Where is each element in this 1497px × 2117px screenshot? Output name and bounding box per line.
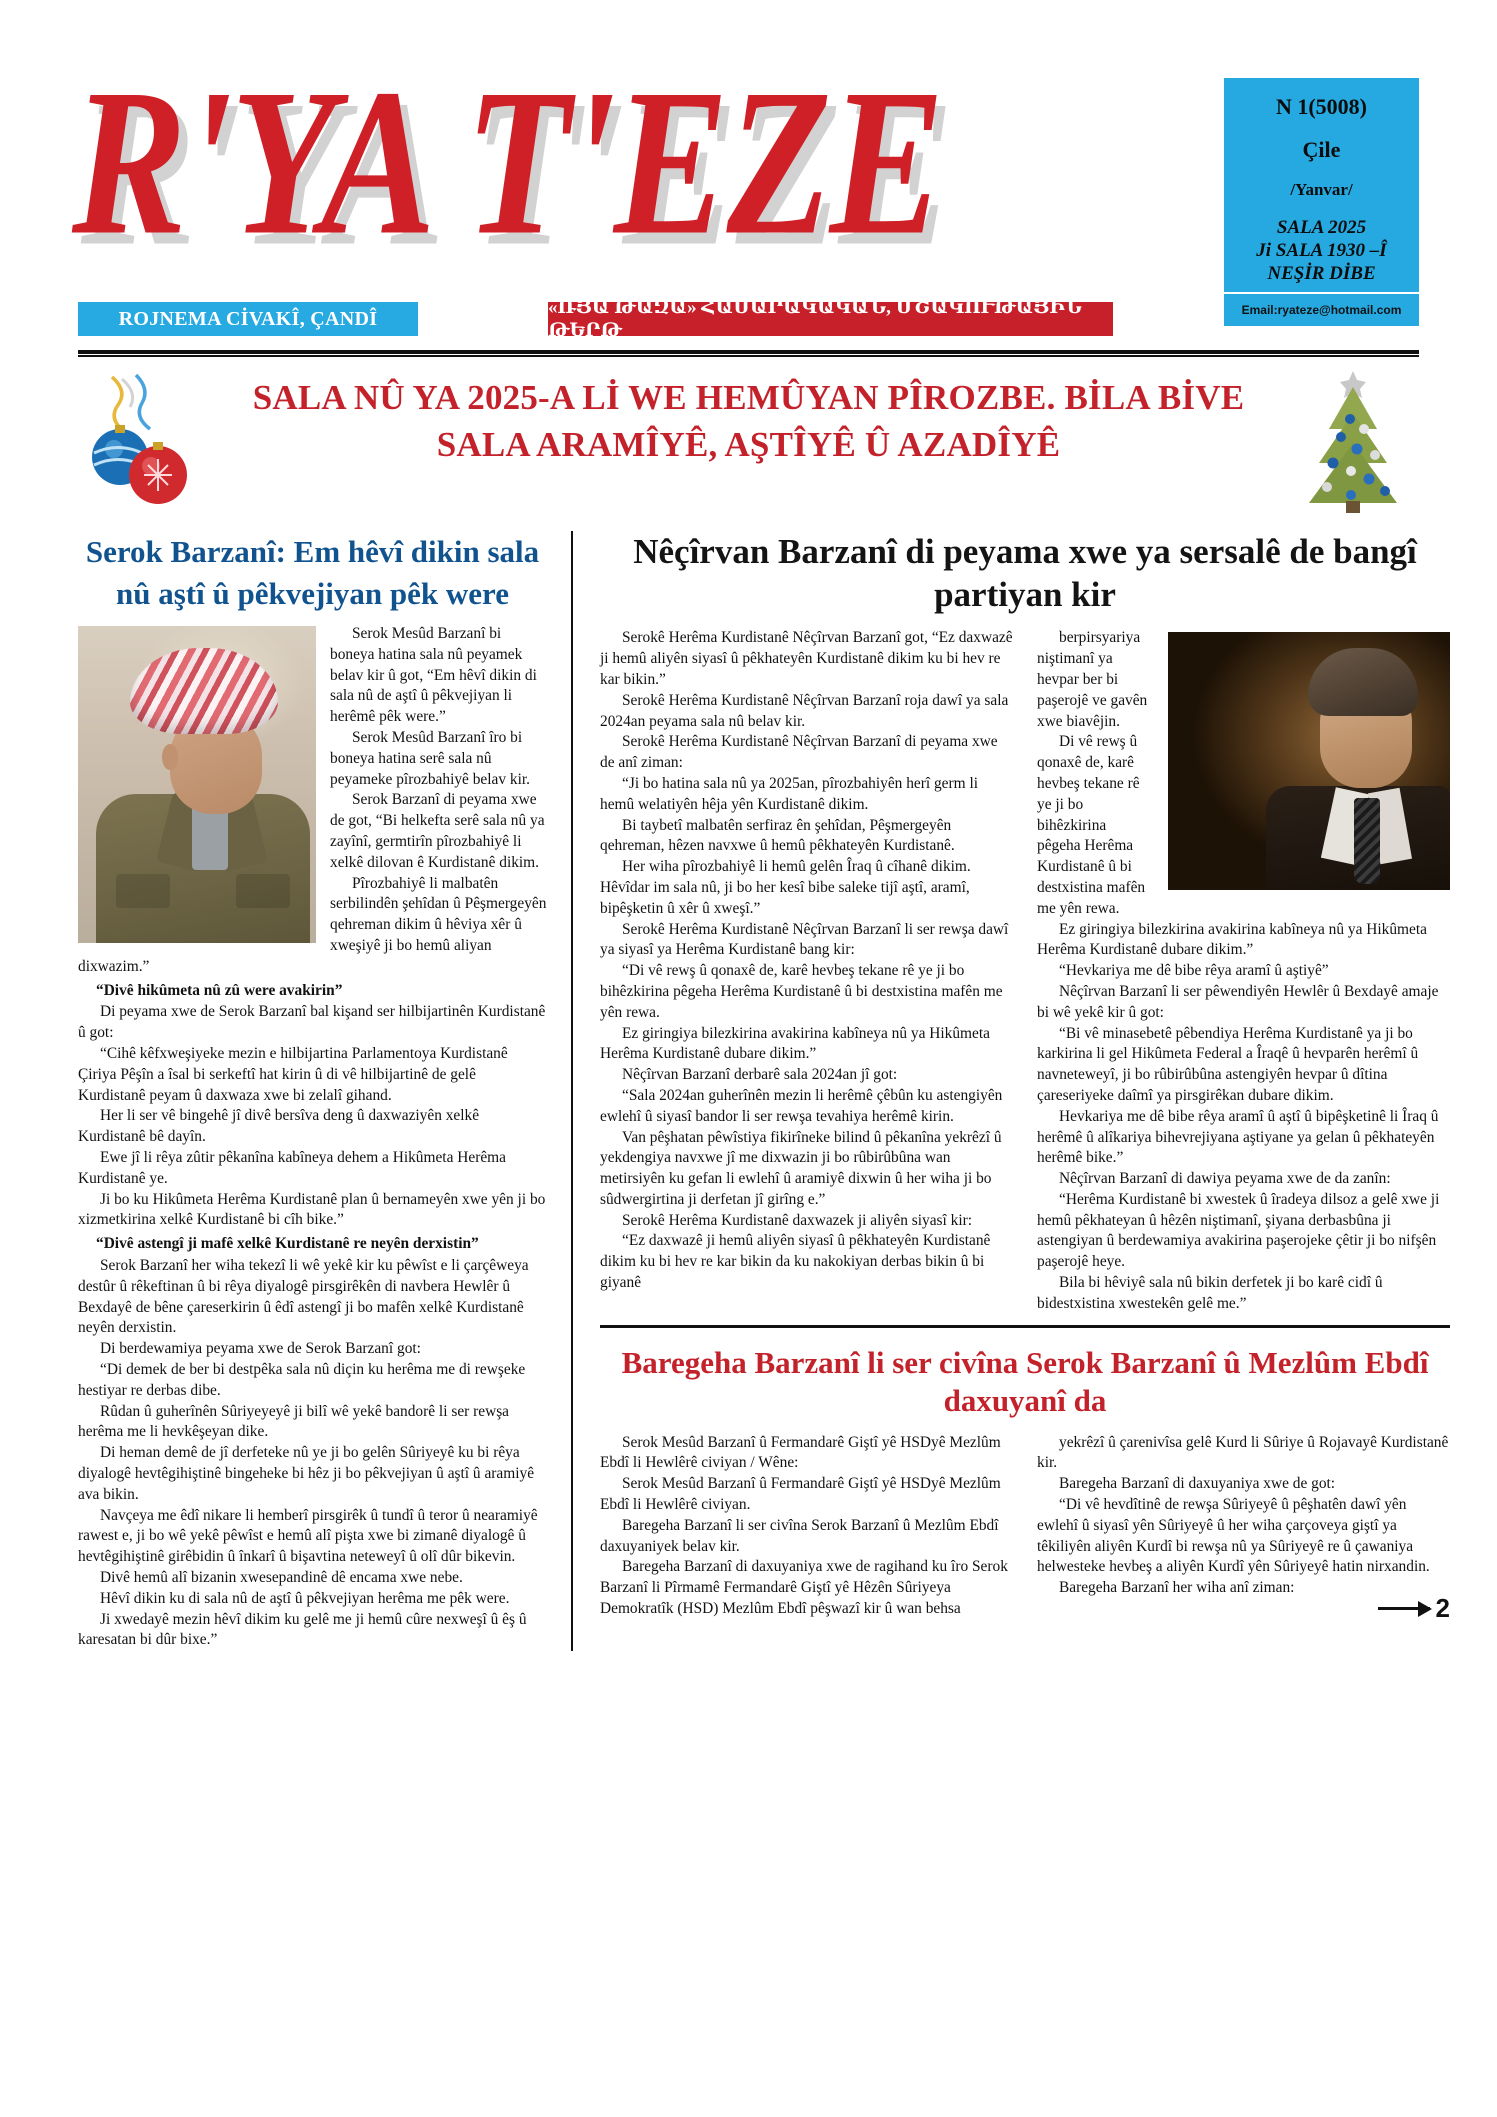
paragraph: Di peyama xwe de Serok Barzanî bal kişand ser hilbijartinên Kurdistanê û got:: [78, 1003, 546, 1042]
issue-info-box: [1224, 78, 1419, 292]
christmas-ornaments-icon: [84, 371, 204, 511]
paragraph: “Herêma Kurdistanê bi xwestek û îradeya dilsoz a gelê xwe ji hemû pêkhateyan û hêzên niştimanî, şiyana derbasbûna ji astengiyan û berdewamiya avakirina paşerojeke çêtir ji bo nifşên paşerojê heye.: [1037, 1190, 1440, 1271]
paragraph: “Ez daxwazê ji hemû aliyên siyasî û pêkhateyên Kurdistanê dikim ku bi hev re kar bikin da ku nakokiyan derbas bikin û bi giyanê: [600, 1232, 991, 1292]
paragraph: “Ji bo hatina sala nû ya 2025an, pîrozbahiyên herî germ li hemû welatiyên hêja yên Kurdistanê dikim.: [600, 774, 979, 813]
paragraph: Bi taybetî malbatên serfiraz ên şehîdan, Pêşmergeyên qehreman, hêzen navxwe û hemû pêkhateyên Kurdistanê.: [600, 816, 955, 855]
paragraph: Van pêşhatan pêwîstiya fikirîneke bilind û pêkanîna yekrêzî û yekdengiya navxwe jî me dixwazin ji bo rûbirûbûna wan metirsiyên ku gefan li ewlehî û aramiyê dixwin û her wiha ji bo sûdwergirtina ji derfetan jî girîng e.”: [600, 1128, 1002, 1208]
publication-year: SALA 2025: [1276, 217, 1367, 238]
paragraph: yekrêzî û çarenivîsa gelê Kurd li Sûriye û Rojavayê Kurdistanê kir.: [1037, 1433, 1449, 1472]
paragraph: Baregeha Barzanî li ser civîna Serok Barzanî û Mezlûm Ebdî daxuyaniyek belav kir.: [600, 1516, 999, 1555]
column-divider: [571, 531, 573, 1651]
paragraph: berpirsyariya niştimanî ya hevpar ber bi paşerojê ve gavên xwe biavêjin.: [1037, 629, 1148, 730]
paragraph: Serokê Herêma Kurdistanê Nêçîrvan Barzanî di peyama xwe de anî ziman:: [600, 733, 998, 772]
paragraph: Serokê Herêma Kurdistanê Nêçîrvan Barzanî got, “Ez daxwazê ji hemû aliyên siyasî û pêkhateyên Kurdistanê dikim ku bi hev re kar bikin.”: [600, 629, 1013, 688]
paragraph: “Di vê rewş û qonaxê de, karê hevbeş tekane rê ye ji bo bihêzkirina pêgeha Herêma Kurdistanê û bi destxistina mafên me yên rewa.: [600, 962, 1003, 1021]
paragraph: Serok Mesûd Barzanî û Fermandarê Giştî yê HSDyê Mezlûm Ebdî li Hewlêrê civiyan / Wêne:: [600, 1433, 1001, 1472]
paragraph: Serok Mesûd Barzanî û Fermandarê Giştî yê HSDyê Mezlûm Ebdî li Hewlêrê civiyan.: [600, 1475, 1001, 1513]
right-article-col2: [1037, 628, 1450, 1314]
left-article-headline: Serok Barzanî: Em hêvî dikin sala nû aştî û pêkvejiyan pêk were: [85, 534, 540, 611]
new-year-greeting: [78, 367, 1419, 525]
left-article-subheading-1: “Divê hikûmeta nû zû were avakirin”: [96, 981, 343, 999]
founded-since: Ji SALA 1930 –Î: [1256, 240, 1387, 262]
left-article-subheading-2: “Divê astengî ji mafê xelkê Kurdistanê re neyên derxistin”: [96, 1235, 479, 1253]
paragraph: Serok Mesûd Barzanî bi boneya hatina sala nû peyamek belav kir û got, “Em hêvî dikin di sala nû de aştî û pêkvejiyan li herêmê pêk were.”: [330, 625, 537, 726]
photo-mesud-barzani: [78, 626, 316, 943]
paragraph: Ewe jî li rêya zûtir pêkanîna kabîneya dehem a Hikûmeta Herêma Kurdistanê ye.: [78, 1148, 506, 1187]
paragraph: “Sala 2024an guherînên mezin li herêmê çêbûn ku astengiyên ewlehî û siyasî bandor li ser rewşa tevahiya herêmê kirin.: [600, 1086, 1003, 1125]
paragraph: “Bi vê minasebetê pêbendiya Herêma Kurdistanê ya ji bo karkirina li gel Hikûmeta Federal a Îraqê û hevparên herêmî û navneteweyî, ji bo rûbirûbûna astengiyên hevpar û dîtina çareseriyeke daîmî ya pirsgirêkan dubare dikim.: [1037, 1024, 1419, 1104]
photo-necirvan-barzani: [1168, 632, 1450, 890]
month-kurdish: Çile: [1302, 137, 1341, 162]
paragraph: Di vê rewş û qonaxê de, karê hevbeş tekane rê ye ji bo bihêzkirina pêgeha Herêma Kurdistanê û bi destxistina mafên me yên rewa.: [1037, 733, 1146, 917]
greeting-headline: SALA NÛ YA 2025-A Lİ WE HEMÛYAN PÎROZBE. BİLA BİVE SALA ARAMÎYÊ, AŞTÎYÊ Û AZADÎYÊ: [252, 378, 1245, 464]
bottom-article-col2: [1037, 1433, 1450, 1620]
banner-kurdish: ROJNEMA CİVAKÎ, ÇANDÎ: [78, 302, 418, 336]
christmas-tree-icon: [1293, 367, 1413, 517]
paragraph: Di heman demê de jî derfeteke nû ye ji bo gelên Sûriyeyê ku bi rêya diyalogê hevtêgihiştinê bingeheke bi hêz ji bo pêkvejiyan û aştî û aramiyê ava bikin.: [78, 1444, 535, 1503]
paragraph: Ji bo ku Hikûmeta Herêma Kurdistanê plan û bernameyên xwe yên ji bo xizmetkirina xelkê Kurdistanê bi cîh bike.”: [78, 1190, 546, 1229]
paragraph: Di berdewamiya peyama xwe de Serok Barzanî got:: [100, 1340, 421, 1358]
publishes-label: NEŞİR DİBE: [1267, 263, 1376, 285]
month-russian: /Yanvar/: [1290, 180, 1353, 199]
right-article-columns: [600, 628, 1450, 1314]
paragraph: Serokê Herêma Kurdistanê daxwazek ji aliyên siyasî kir:: [622, 1211, 973, 1229]
paragraph: Serokê Herêma Kurdistanê Nêçîrvan Barzanî roja dawî ya sala 2024an peyama sala nû belav kir.: [600, 691, 1009, 730]
paragraph: “Di demek de ber bi destpêka sala nû diçin ku herêma me di rewşeke hestiyar re derbas dibe.: [78, 1360, 526, 1399]
continuation-page-number: 2: [1435, 1592, 1450, 1623]
paragraph: Navçeya me êdî nikare li hemberî pirsgirêk û tundî û teror û nearamiyê rawest e, ji bo wê yekê pêwîst e hemû alî pişta xwe bi zimanê diyalogê û hevtêgihiştinê girêbidin û înkarî û bişavtina neteweyî û olî dûr bikevin.: [78, 1506, 538, 1566]
continuation-marker: [1378, 1593, 1450, 1624]
paragraph: “Hevkariya me dê bibe rêya aramî û aştiyê”: [1059, 962, 1329, 980]
paragraph: Divê hemû alî bizanin xwesepandinê dê encama xwe nebe.: [100, 1568, 463, 1586]
header-divider: [78, 350, 1419, 357]
paragraph: Rûdan û guherînên Sûriyeyeyê ji bilî wê yekê bandorê li ser rewşa herêma me li hevkêşeyan dike.: [78, 1402, 510, 1441]
paragraph: Hêvî dikin ku di sala nû de aştî û pêkvejiyan herêma me pêk were.: [100, 1589, 510, 1607]
paragraph: Nêçîrvan Barzanî di dawiya peyama xwe de da zanîn:: [1059, 1170, 1391, 1188]
paragraph: Serokê Herêma Kurdistanê Nêçîrvan Barzanî li ser rewşa dawî ya siyasî ya Herêma Kurdistanê bang kir:: [600, 920, 1009, 959]
newspaper-logo: R'YA T'EZE: [72, 47, 943, 279]
right-article-headline: Nêçîrvan Barzanî di peyama xwe ya sersalê de bangî partiyan kir: [633, 532, 1417, 614]
paragraph: “Cihê kêfxweşiyeke mezin e hilbijartina Parlamentoya Kurdistanê Çiriya Pêşîn a îsal bi serkeftî hat kirin û di vê hilbijartinê de gelê Kurdistanê peyam û daxwaza xwe bi zelalî gihand.: [78, 1045, 508, 1104]
paragraph: Bila bi hêviyê sala nû bikin derfetek ji bo karê cidî û bidestxistina xwestekên gelê me.”: [1037, 1274, 1383, 1312]
right-article: [590, 531, 1450, 1651]
paragraph: Her wiha pîrozbahiyê li hemû gelên Îraq û cîhanê dikim. Hêvîdar im sala nû, ji bo her kesî bibe saleke tijî aştî, aramî, bipêşketin û xêr û xweşî.”: [600, 858, 971, 917]
right-article-col1: [600, 628, 1013, 1314]
bottom-article: [600, 1325, 1450, 1623]
banner-row: [0, 297, 1497, 344]
bottom-article-columns: [600, 1433, 1450, 1620]
issue-number: N 1(5008): [1275, 94, 1368, 119]
paragraph: Pîrozbahiyê li malbatên serbilindên şehîdan û Pêşmergeyên qehreman dikim û hêviya xêr û xweşiyê ji bo hemû aliyan dixwazim.”: [78, 874, 547, 975]
left-article-body: [78, 624, 547, 1651]
paragraph: Baregeha Barzanî di daxuyaniya xwe de ragihand ku îro Serok Barzanî li Pîrmamê Fermandarê Giştî yê Hêzên Sûriyeya Demokratîk (HSD) Mezlûm Ebdî pêşwazî kir û wan behsa: [600, 1558, 1008, 1617]
email-banner[interactable]: Email:ryateze@hotmail.com: [1224, 294, 1419, 326]
paragraph: Ji xwedayê mezin hêvî dikim ku gelê me ji hemû cûre nexweşî û êş û karesatan bi dûr bixe.”: [78, 1610, 527, 1649]
arrow-right-icon: [1378, 1607, 1430, 1610]
paragraph: Baregeha Barzanî her wiha anî ziman:: [1059, 1579, 1295, 1597]
paragraph: Ez giringiya bilezkirina avakirina kabîneya nû ya Hikûmeta Herêma Kurdistanê dubare dikim.”: [1037, 920, 1427, 959]
paragraph: “Di vê hevdîtinê de rewşa Sûriyeyê û pêşhatên dawî yên ewlehî û siyasî yên Sûriyeyê û her wiha çarçoveya giştî ya têkiliyên aliyên Kurdî bi rewşa nû ya Sûriyeyê re û çawaniya helwesteke hevbeş a aliyên Kurdî yên Sûriyeyê hatin nirxandin.: [1037, 1495, 1430, 1576]
paragraph: Serok Barzanî di peyama xwe de got, “Bi helkefta serê sala nû ya zayînî, germtirîn pîrozbahiyê li xelkê dilovan ê Kurdistanê dikim.: [330, 791, 545, 871]
paragraph: Ez giringiya bilezkirina avakirina kabîneya nû ya Hikûmeta Herêma Kurdistanê dubare dikim.”: [600, 1024, 990, 1063]
paragraph: Nêçîrvan Barzanî derbarê sala 2024an jî got:: [622, 1066, 898, 1084]
bottom-article-col1: [600, 1433, 1013, 1620]
bottom-article-headline: Baregeha Barzanî li ser civîna Serok Barzanî û Mezlûm Ebdî daxuyanî da: [621, 1344, 1429, 1419]
paragraph: Her li ser vê bingehê jî divê bersîva deng û daxwaziyên xelkê Kurdistanê bê dayîn.: [78, 1107, 480, 1146]
paragraph: Baregeha Barzanî di daxuyaniya xwe de got:: [1059, 1475, 1336, 1493]
banner-armenian: «ՌՅԱ ԹԱԶԱ» ՀԱՍԱՐԱԿԱԿԱՆ, ՄՇԱԿՈՒԹԱՅԻՆ ԹԵՐԹ: [548, 302, 1113, 336]
paragraph: Serok Barzanî her wiha tekezî li wê yekê kir ku pêwîst e li çarçêweya destûr û rêkeftinan û bi rêya diyalogê pirsgirêkên di navbera Hewlêr û Bexdayê de bêne çareserkirin û êdî astengî ji bo mafên xelkê Kurdistanê neyên derxistin.: [78, 1256, 529, 1337]
paragraph: Hevkariya me dê bibe rêya aramî û aştî û bipêşketinê li Îraq û herêmê û alîkariya bihevrejiyana aştiyane ya gelan û pêkhateyên herêmê bike.”: [1037, 1107, 1439, 1167]
main-content: [78, 531, 1450, 1651]
masthead: [0, 0, 1497, 300]
paragraph: Serok Mesûd Barzanî îro bi boneya hatina serê sala nû peyameke pîrozbahiyê belav kir.: [330, 729, 530, 788]
left-article: [78, 531, 553, 1651]
paragraph: Nêçîrvan Barzanî li ser pêwendiyên Hewlêr û Bexdayê amaje bi wê yekê kir û got:: [1037, 982, 1439, 1021]
